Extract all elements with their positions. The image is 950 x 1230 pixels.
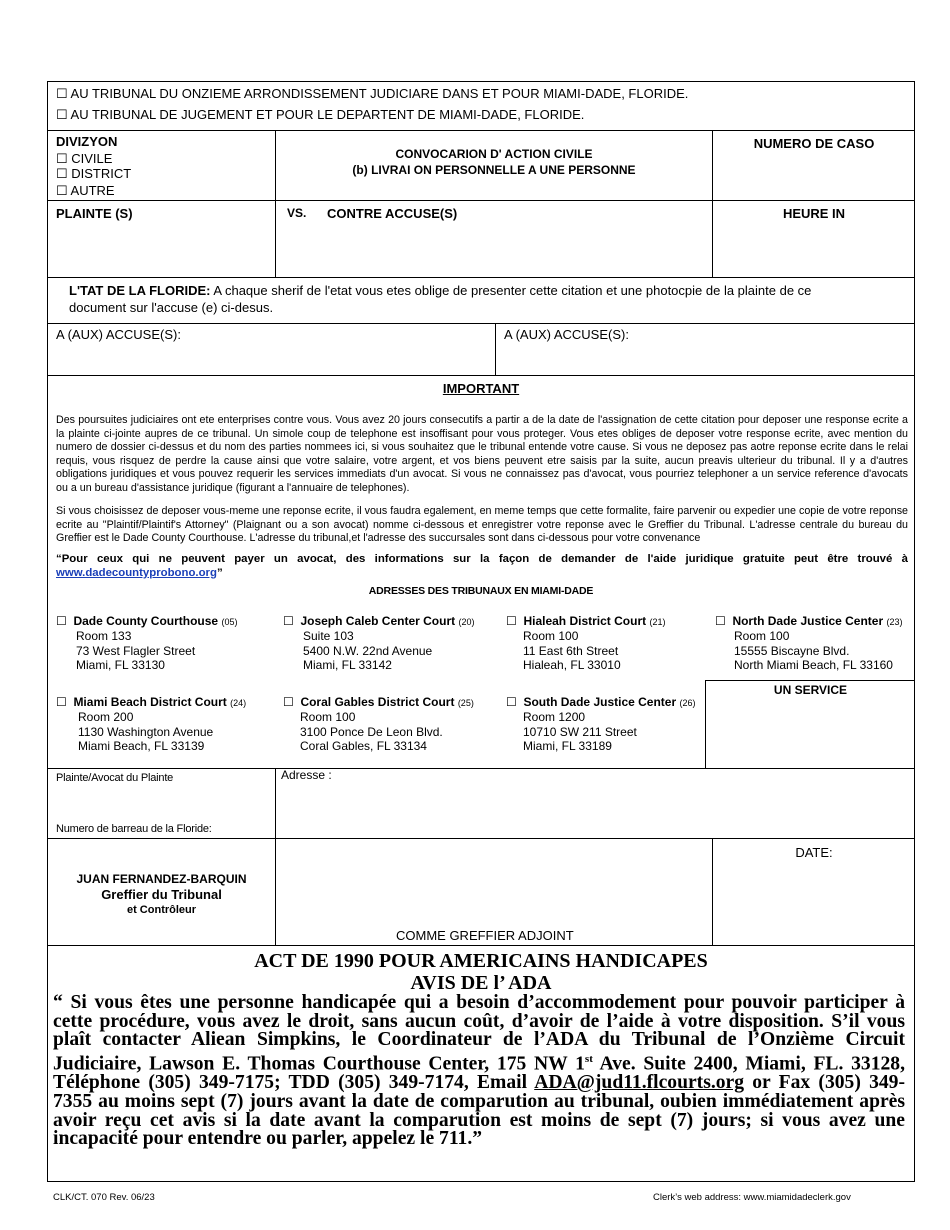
court-option-county[interactable]: ☐ AU TRIBUNAL DE JUGEMENT ET POUR LE DEPARTENT DE MIAMI-DADE, FLORIDE. — [56, 107, 585, 122]
divider — [275, 768, 276, 946]
court-coral-gables[interactable]: ☐ Coral Gables District Court (25) Room 100 3100 Ponce De Leon Blvd. Coral Gables, FL 33134 — [283, 695, 474, 754]
plaintiff-label: PLAINTE (S) — [56, 206, 133, 221]
divider — [47, 130, 915, 131]
division-label: DIVIZYON — [56, 134, 118, 149]
divider — [47, 277, 915, 278]
form-number: CLK/CT. 070 Rev. 06/23 — [53, 1192, 155, 1203]
checkbox-icon[interactable]: ☐ — [56, 614, 67, 628]
ada-subtitle: AVIS DE l’ ADA — [410, 972, 552, 994]
deputy-label: COMME GREFFIER ADJOINT — [396, 928, 574, 943]
court-hialeah[interactable]: ☐ Hialeah District Court (21) Room 100 11 East 6th Street Hialeah, FL 33010 — [506, 614, 666, 673]
court-option-circuit[interactable]: ☐ AU TRIBUNAL DU ONZIEME ARRONDISSEMENT JUDICIARE DANS ET POUR MIAMI-DADE, FLORIDE. — [56, 86, 689, 101]
ada-title: ACT DE 1990 POUR AMERICAINS HANDICAPES — [254, 950, 708, 972]
divider — [705, 680, 915, 681]
defendant-label: CONTRE ACCUSE(S) — [327, 206, 458, 221]
plaintiff-attorney-label: Plainte/Avocat du Plainte — [56, 772, 174, 784]
address-label: Adresse : — [281, 768, 332, 782]
summons-title: CONVOCARION D' ACTION CIVILE — [395, 147, 593, 161]
court-joseph-caleb[interactable]: ☐ Joseph Caleb Center Court (20) Suite 103 5400 N.W. 22nd Avenue Miami, FL 33142 — [283, 614, 475, 673]
divider — [47, 200, 915, 201]
hour-label: HEURE IN — [782, 206, 846, 221]
checkbox-icon[interactable]: ☐ — [506, 695, 517, 709]
case-number-label: NUMERO DE CASO — [753, 136, 875, 151]
state-notice: L'TAT DE LA FLORIDE: A chaque sherif de l'etat vous etes oblige de presenter cette citation et une photocpie de la plainte de ce — [69, 283, 812, 298]
divider — [47, 838, 915, 839]
ada-email-link[interactable]: ADA@jud11.flcourts.org — [534, 1072, 745, 1094]
addresses-title: ADRESSES DES TRIBUNAUX EN MIAMI-DADE — [368, 585, 594, 597]
checkbox-icon[interactable]: ☐ — [283, 695, 294, 709]
bar-number-label: Numero de barreau de la Floride: — [56, 823, 212, 835]
court-south-dade[interactable]: ☐ South Dade Justice Center (26) Room 1200 10710 SW 211 Street Miami, FL 33189 — [506, 695, 696, 754]
checkbox-icon[interactable]: ☐ — [283, 614, 294, 628]
clerk-title: Greffier du Tribunal — [101, 887, 222, 902]
court-north-dade[interactable]: ☐ North Dade Justice Center (23) Room 100 15555 Biscayne Blvd. North Miami Beach, FL 33160 — [715, 614, 903, 673]
divider — [47, 323, 915, 324]
court-dade-county[interactable]: ☐ Dade County Courthouse (05) Room 133 73 West Flagler Street Miami, FL 33130 — [56, 614, 238, 673]
accused-left-label: A (AUX) ACCUSE(S): — [56, 327, 181, 342]
clerk-name: JUAN FERNANDEZ-BARQUIN — [76, 872, 247, 886]
important-paragraph-1: Des poursuites judiciaires ont ete enterprises contre vous. Vous avez 20 jours consecutifs a partir a de la date de l'assignation de cette citation pour deposer une response ecrite a la plainte ci-jointe aupres de ce tribunal. Un simole coup de telephone est insoffisant pour vous proteger. Vous etes obliges de deposer votre response ecrite, avec mention du numero de dossier ci-dessus et du nom des parties nommees ici, si vous souhaitez que le tribunal entende votre cause. Si vous ne deposez pas aotre reponse ecrite dans le relai requis, vous risquez de perdre la cause ainsi que votre salaire, votre argent, et vos biens peuvent etre saisis par la suite, aucun preavis ulterieur du tribunal. Il y a d'autres obligations juridiques et vous pouvez requerir les services immediats d'un avocat. Si vous ne connaissez pas d'avocat, vous pourriez telephoner a un service reference d'avocats ou a un bureau d'assistance juridique (figurant a l'annuaire de telephones). — [56, 414, 908, 494]
state-notice-cont: document sur l'accuse (e) ci-desus. — [69, 300, 274, 315]
divider — [495, 323, 496, 376]
divider — [47, 945, 915, 946]
clerk-web-address: Clerk’s web address: www.miamidadeclerk.gov — [653, 1192, 851, 1203]
divider — [712, 130, 713, 278]
important-title: IMPORTANT — [442, 381, 520, 396]
checkbox-icon[interactable]: ☐ — [56, 695, 67, 709]
checkbox-icon[interactable]: ☐ — [506, 614, 517, 628]
vs-label: VS. — [287, 206, 307, 220]
division-option-autre[interactable]: ☐ AUTRE — [56, 183, 115, 198]
summons-subtitle: (b) LIVRAI ON PERSONNELLE A UNE PERSONNE — [352, 163, 636, 177]
service-label: UN SERVICE — [773, 683, 848, 697]
probono-link[interactable]: www.dadecountyprobono.org — [56, 566, 217, 579]
division-option-district[interactable]: ☐ DISTRICT — [56, 166, 132, 181]
important-paragraph-2: Si vous choisissez de deposer vous-meme une reponse ecrite, il vous faudra egalement, en meme temps que cette formalite, faire parvenir ou expedier une copie de votre reponse ecrite au "Plaintif/Plaintif's Attorney" (Plaignant ou a son avocat) nomme ci-dessous et enregistrer votre reponse avec le Greffier du Tribunal. L'adresse centrale du bureau du Greffier est le Dade County Courthouse. L'adresse du tribunal,et l'adresse des succursales sont dans ci-dessous pour votre convenance — [56, 505, 908, 545]
division-option-civile[interactable]: ☐ CIVILE — [56, 151, 113, 166]
divider — [47, 768, 915, 769]
divider — [47, 375, 915, 376]
clerk-sub: et Contrôleur — [126, 904, 197, 916]
date-label: DATE: — [795, 845, 833, 860]
accused-right-label: A (AUX) ACCUSE(S): — [504, 327, 629, 342]
ada-notice: “ Si vous êtes une personne handicapée qui a besoin d’accommodement pour pouvoir participer à cette procédure, vous avez le droit, sans aucun coût, d’avoir de l’aide à votre disposition. S’il vous plaît contacter Aliean Simpkins, le Coordinateur de l’ADA du Tribunal de l’Onzième Circuit Judiciaire, Lawson E. Thomas Courthouse Center, 175 NW 1st Ave. Suite 2400, Miami, FL. 33128, Téléphone (305) 349-7175; TDD (305) 349-7174, Email ADA@jud11.flcourts.org or Fax (305) 349-7355 au moins sept (7) jours avant la date de comparution au tribunal, oubien immédiatement après avoir reçu cet avis si la date avant la comparution est moins de sept (7) jours; si vous avez une incapacité pour entendre ou parler, appelez le 711.” — [53, 992, 906, 1150]
probono-notice: “Pour ceux qui ne peuvent payer un avocat, des informations sur la façon de demander de l'aide juridique gratuite peut être trouvé à www.dadecountyprobono.org” — [56, 553, 908, 579]
checkbox-icon[interactable]: ☐ — [715, 614, 726, 628]
court-miami-beach[interactable]: ☐ Miami Beach District Court (24) Room 200 1130 Washington Avenue Miami Beach, FL 33139 — [56, 695, 247, 754]
